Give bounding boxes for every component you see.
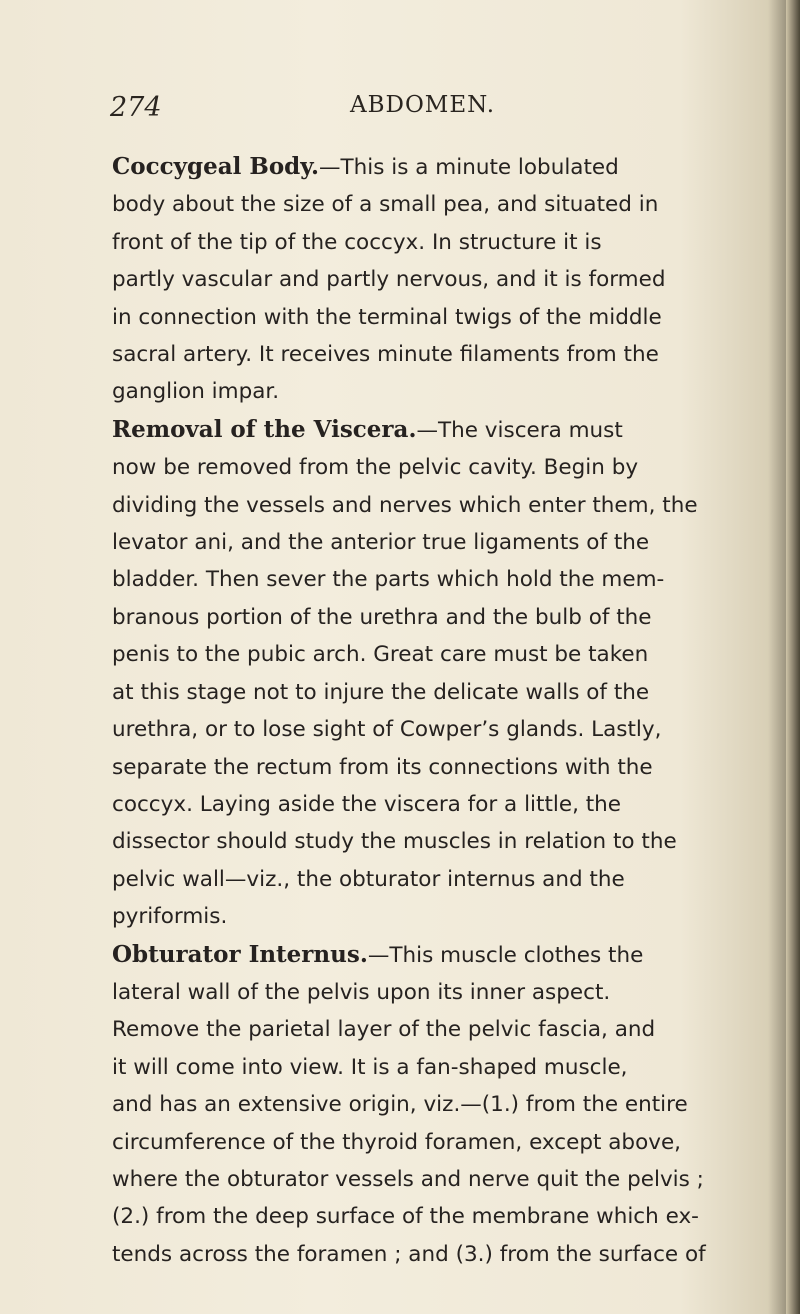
text-line bbox=[112, 148, 752, 186]
section-heading: Coccygeal Body. bbox=[112, 153, 319, 180]
text-line: partly vascular and partly nervous, and it is formed bbox=[112, 267, 666, 293]
text-line: ganglion impar. bbox=[112, 379, 280, 405]
paragraph-obturator-internus bbox=[112, 936, 752, 1274]
text-line: levator ani, and the anterior true ligaments of the bbox=[112, 530, 650, 556]
section-heading: Obturator Internus. bbox=[112, 940, 368, 968]
text-line: tends across the foramen ; and (3.) from the surface of bbox=[112, 1241, 706, 1267]
page-header bbox=[110, 92, 730, 132]
text-line: in connection with the terminal twigs of the middle bbox=[112, 304, 662, 330]
text-line: Remove the parietal layer of the pelvic fascia, and bbox=[112, 1017, 656, 1043]
text-line: penis to the pubic arch. Great care must be taken bbox=[112, 642, 649, 668]
text-line: circumference of the thyroid foramen, except above, bbox=[112, 1129, 682, 1155]
section-heading: Removal of the Viscera. bbox=[112, 415, 417, 443]
text-line-content: —This is a minute lobulated bbox=[318, 155, 619, 180]
text-line: sacral artery. It receives minute filaments from the bbox=[112, 342, 659, 368]
text-line: front of the tip of the coccyx. In structure it is bbox=[112, 229, 602, 255]
text-line: it will come into view. It is a fan-shaped muscle, bbox=[112, 1054, 628, 1080]
text-line: dividing the vessels and nerves which enter them, the bbox=[112, 492, 698, 518]
text-line: branous portion of the urethra and the bulb of the bbox=[112, 604, 652, 630]
text-line: at this stage not to injure the delicate walls of the bbox=[112, 679, 650, 705]
text-line: and has an extensive origin, viz.—(1.) from the entire bbox=[112, 1092, 688, 1118]
text-line: urethra, or to lose sight of Cowper’s glands. Lastly, bbox=[112, 717, 662, 743]
text-line bbox=[112, 411, 752, 449]
text-line: lateral wall of the pelvis upon its inner aspect. bbox=[112, 979, 611, 1005]
page-edge-shadow bbox=[786, 0, 800, 1314]
text-line: (2.) from the deep surface of the membrane which ex- bbox=[112, 1204, 699, 1230]
text-line-content: —The viscera must bbox=[416, 417, 623, 443]
body-text bbox=[112, 148, 752, 1273]
text-line: where the obturator vessels and nerve quit the pelvis ; bbox=[112, 1166, 704, 1192]
text-line bbox=[112, 936, 752, 974]
text-line: separate the rectum from its connections with the bbox=[112, 754, 653, 780]
page-number: 274 bbox=[110, 92, 162, 123]
text-line: now be removed from the pelvic cavity. Begin by bbox=[112, 455, 639, 481]
text-line: coccyx. Laying aside the viscera for a little, the bbox=[112, 791, 622, 817]
text-line: body about the size of a small pea, and situated in bbox=[112, 192, 659, 218]
text-line: dissector should study the muscles in relation to the bbox=[112, 829, 677, 855]
text-line: pelvic wall—viz., the obturator internus and the bbox=[112, 866, 625, 892]
text-line-content: —This muscle clothes the bbox=[367, 942, 644, 968]
paragraph-removal-of-viscera bbox=[112, 411, 752, 936]
text-line: bladder. Then sever the parts which hold the mem- bbox=[112, 567, 665, 593]
paragraph-coccygeal-body bbox=[112, 148, 752, 411]
text-line: pyriformis. bbox=[112, 904, 228, 930]
running-head: ABDOMEN. bbox=[350, 92, 496, 118]
